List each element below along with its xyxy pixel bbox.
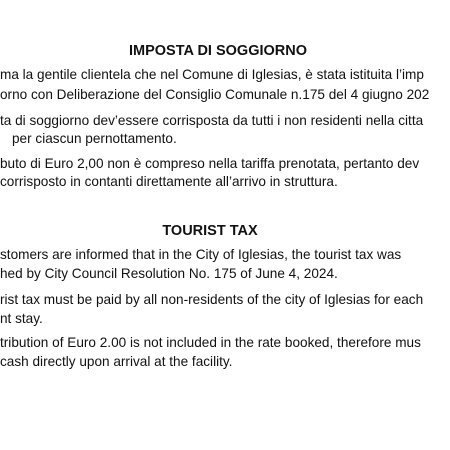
english-heading: TOURIST TAX [162,223,258,239]
italian-paragraph-3-line-1: buto di Euro 2,00 non è compreso nella tariffa prenotata, pertanto dev [0,156,420,171]
italian-paragraph-3-line-2: corrisposto in contanti direttamente all’arrivo in struttura. [0,174,338,189]
english-paragraph-2-line-2: nt stay. [0,311,43,326]
english-paragraph-2-line-1: rist tax must be paid by all non-residents of the city of Iglesias for each [0,292,424,307]
italian-paragraph-1-line-2: orno con Deliberazione del Consiglio Comunale n.175 del 4 giugno 202 [0,87,430,102]
english-paragraph-1-line-2: hed by City Council Resolution No. 175 of June 4, 2024. [0,266,338,281]
english-paragraph-3-line-2: cash directly upon arrival at the facility. [0,354,233,369]
english-paragraph-3-line-1: tribution of Euro 2.00 is not included in the rate booked, therefore mus [0,335,421,350]
italian-paragraph-2-line-1: ta di soggiorno dev’essere corrisposta da tutti i non residenti nella citta [0,113,424,128]
italian-paragraph-2-line-2: per ciascun pernottamento. [12,131,177,146]
italian-paragraph-1-line-1: ma la gentile clientela che nel Comune di Iglesias, è stata istituita l’imp [0,67,424,82]
italian-heading: IMPOSTA DI SOGGIORNO [128,43,308,59]
english-paragraph-1-line-1: stomers are informed that in the City of Iglesias, the tourist tax was [0,247,402,262]
